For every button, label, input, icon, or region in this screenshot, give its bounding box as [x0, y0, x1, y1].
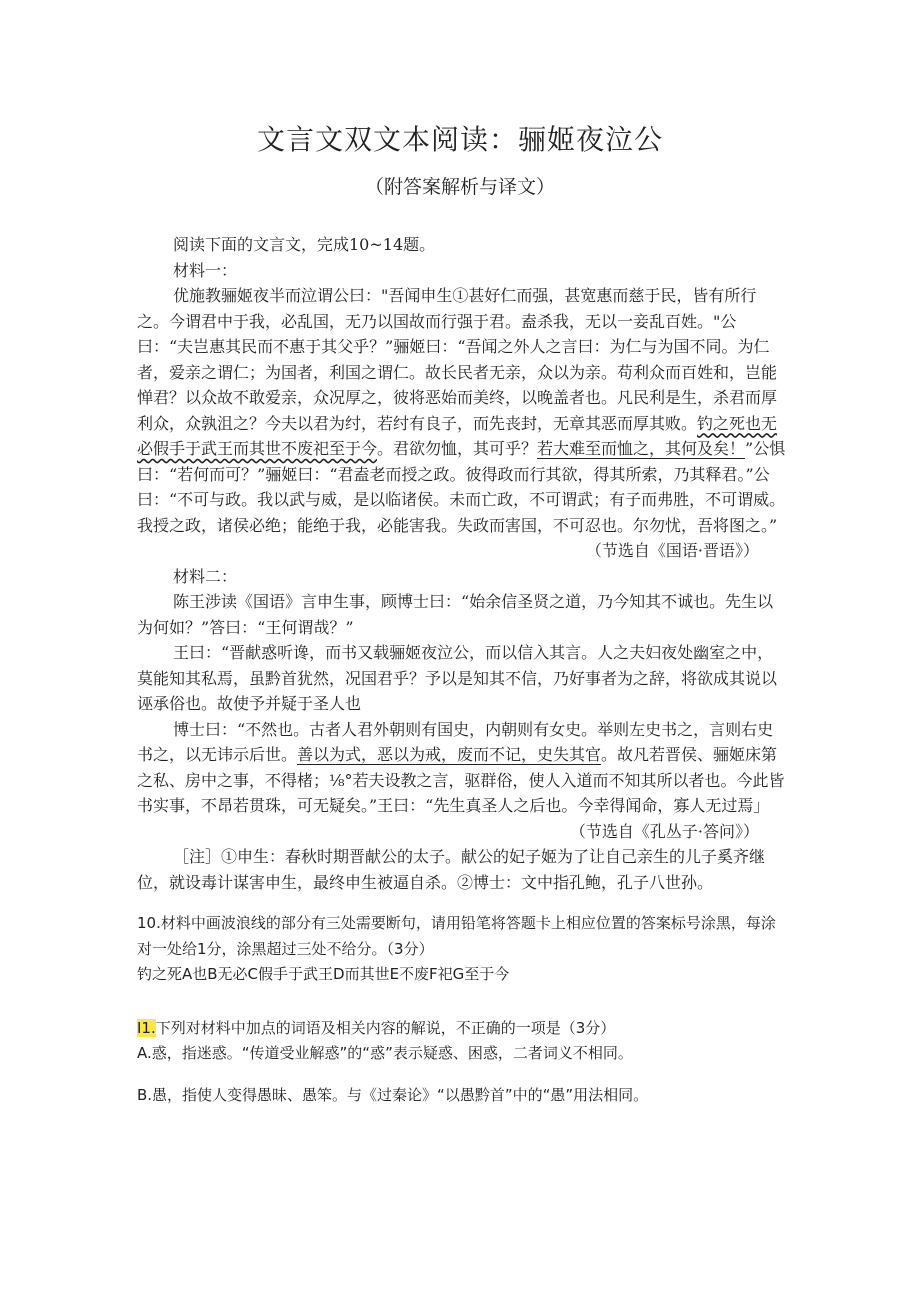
page-title: 文言文双文本阅读：骊姬夜泣公	[256, 123, 663, 156]
spacer	[137, 1067, 787, 1083]
underlined-sentence-1: 若大难至而恤之，其何及矣！	[537, 439, 746, 458]
spacer	[137, 895, 787, 911]
material2-label: 材料二：	[173, 566, 238, 586]
material1-text-mid: 。君欲勿恤，其可乎？	[377, 439, 538, 458]
option-a: A.惑，指迷惑。“传道受业解惑”的“惑”表示疑惑、困惑，二者词义不相同。	[137, 1044, 633, 1062]
material2-text-end: 。故凡若晋侯、骊姬床第之私、房中之事，不得楮；⅛°若夫设教之言，驱群俗，使人入道而不知其所以者也。今此皆书实事，不昂若贯珠，可无疑矣。”王曰：“先生真圣人之后也。今幸得闻命，寡人无过焉」	[137, 745, 785, 815]
annotation-note: ［注］①申生：春秋时期晋献公的太子。献公的妃子姬为了让自己亲生的儿子奚齐继位，就设毒计谋害申生，最终申生被逼自杀。②博士：文中指孔鲍，孔子八世孙。	[137, 847, 766, 892]
material1-paragraph	[137, 283, 787, 538]
material1-text: 优施教骊姬夜半而泣谓公曰："吾闻申生①甚好仁而强，甚宽惠而慈于民，皆有所行之。今谓君中于我，必乱国，无乃以国故而行强于君。盍杀我，无以一妾乱百姓。"公曰：“夫岂惠其民而不惠于其父乎？”骊姬曰：“吾闻之外人之言曰：为仁与为国不同。为仁者，爱亲之谓仁；为国者，利国之谓仁。故长民者无亲，众以为亲。苟利众而百姓和，岂能惮君？以众故不敢爱亲，众况厚之，彼将恶始而美终，以晚盖者也。凡民利是生，杀君而厚利众，众孰沮之？今夫以君为纣，若纣有良子，而先丧封，无章其恶而厚其败。	[137, 286, 778, 433]
question-11	[137, 1016, 787, 1042]
question-11-text: 下列对材料中加点的词语及相关内容的解说，不正确的一项是（3分）	[155, 1018, 616, 1037]
question-10-sentence: 钓之死A也B无必C假手于武王D而其世E不废F祀G至于今	[137, 965, 510, 983]
material2-source: （节选自《孔丛子·答问》）	[569, 821, 759, 841]
spacer	[137, 988, 787, 1016]
material1-text-end: ”公惧曰：“若何而可？”骊姬曰：“君盍老而授之政。彼得政而行其欲，得其所索，乃其释君。”公曰：“不可与政。我以武与威，是以临诸侯。未而亡政，不可谓武；有子而弗胜，不可谓威。我授之政，诸侯必绝；能绝于我，必能害我。失政而害国，不可忍也。尔勿忧，吾将图之。”	[137, 439, 786, 535]
page-subtitle: （附答案解析与译文）	[364, 176, 555, 198]
option-b: B.愚，指使人变得愚昧、愚笨。与《过秦论》“以愚黔首”中的“愚”用法相同。	[137, 1085, 649, 1104]
wavy-underlined-sentence: 钓之死也无必假手于武王而其世不废祀至于今	[137, 413, 778, 458]
material1-label: 材料一：	[173, 260, 238, 280]
intro-text: 阅读下面的文言文，完成10~14题。	[173, 235, 436, 254]
highlighted-question-number: I1.	[137, 1018, 156, 1037]
material2-text: 博士曰：“不然也。古者人君外朝则有国史，内朝则有女史。举则左史书之，言则右史书之，以无讳示后世。	[137, 719, 774, 764]
material2-paragraph-3	[137, 717, 787, 819]
question-10: 10.材料中画波浪线的部分有三处需要断句，请用铅笔将答题卡上相应位置的答案标号涂黑，每涂对一处给1分，涂黑超过三处不给分。（3分）	[137, 914, 776, 958]
underlined-sentence-2: 善以为式，恶以为戒，废而不记，史失其官	[297, 745, 602, 764]
document-body	[137, 232, 787, 1108]
material2-paragraph-2: 王曰：“晋献惑听谗，而书又载骊姬夜泣公，而以信入其言。人之夫妇夜处幽室之中，莫能知其私焉，虽黔首犹然，况国君乎？予以是知其不信，乃好事者为之辞，将欲成其说以诬承俗也。故使予并疑于圣人也	[137, 643, 778, 713]
material1-source: （节选自《国语·晋语》）	[585, 541, 759, 560]
material2-paragraph-1: 陈王涉读《国语》言申生事，顾博士曰：“始余信圣贤之道，乃今知其不诚也。先生以为何如？”答曰：“王何谓哉？”	[137, 592, 774, 637]
